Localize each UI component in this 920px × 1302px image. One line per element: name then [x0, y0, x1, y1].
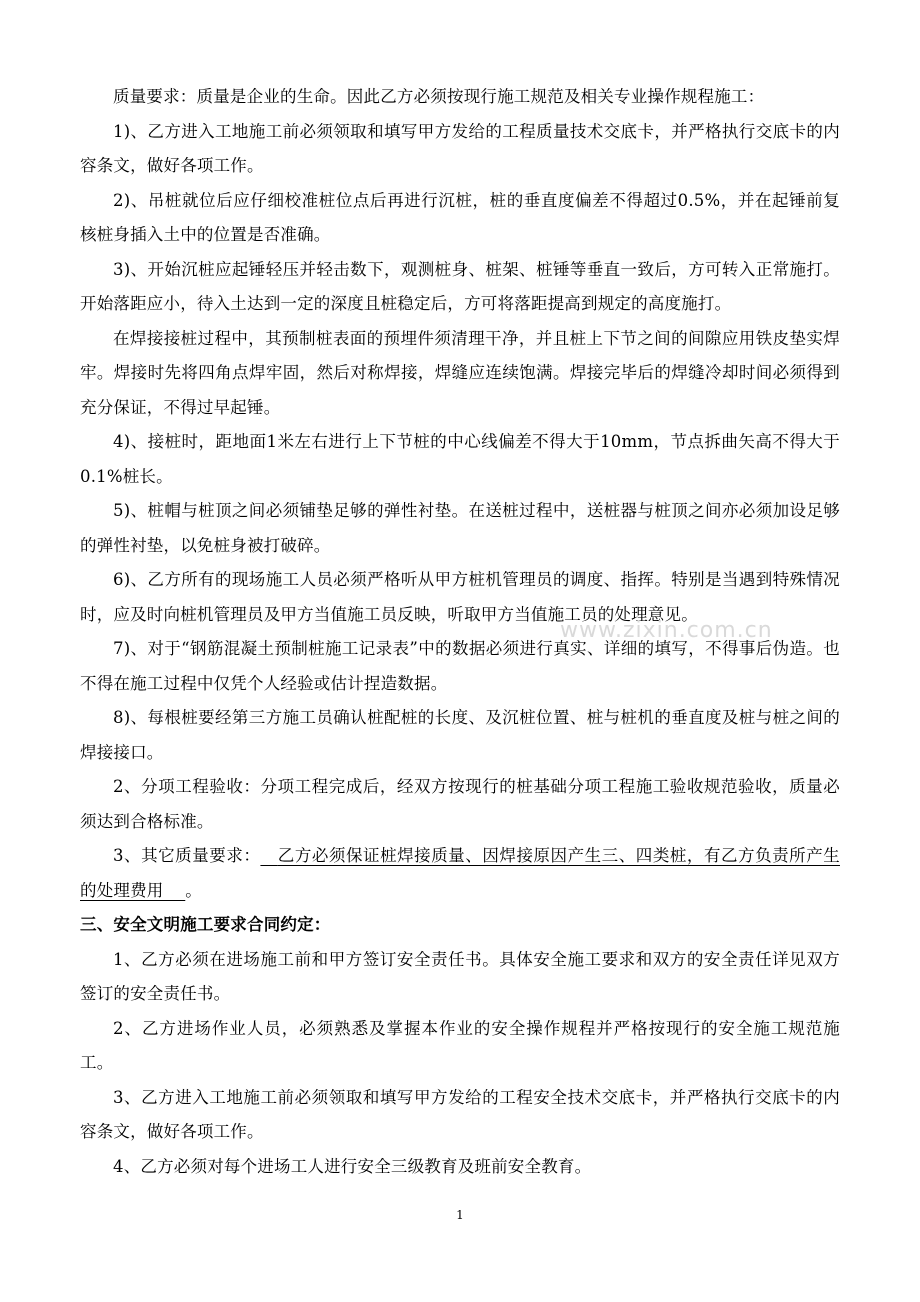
- section-heading-safety: 三、安全文明施工要求合同约定：: [80, 915, 331, 934]
- other-quality-end: 。: [185, 880, 202, 900]
- acceptance-paragraph: 2、分项工程验收：分项工程完成后，经双方按现行的桩基础分项工程施工验收规范验收，质量必须达到合格标准。: [80, 777, 840, 831]
- welding-paragraph: 在焊接接桩过程中，其预制桩表面的预埋件须清理干净，并且桩上下节之间的间隙应用铁皮垫实焊牢。焊接时先将四角点焊牢固，然后对称焊接，焊缝应连续饱满。焊接完毕后的焊缝冷却时间必须得到充分保证，不得过早起锤。: [80, 328, 840, 417]
- watermark: www.zixin.com.cn: [560, 618, 773, 643]
- quality-item-4: 4)、接桩时，距地面1米左右进行上下节桩的中心线偏差不得大于10mm，节点拆曲矢高不得大于0.1%桩长。: [80, 432, 840, 486]
- other-quality-paragraph: [80, 839, 840, 908]
- safety-item-1: 1、乙方必须在进场施工前和甲方签订安全责任书。具体安全施工要求和双方的安全责任详见双方签订的安全责任书。: [80, 949, 840, 1003]
- quality-item-7: 7)、对于“钢筋混凝土预制桩施工记录表”中的数据必须进行真实、详细的填写，不得事后伪造。也不得在施工过程中仅凭个人经验或估计捏造数据。: [80, 639, 840, 693]
- safety-item-4: 4、乙方必须对每个进场工人进行安全三级教育及班前安全教育。: [113, 1156, 592, 1176]
- quality-item-1: 1)、乙方进入工地施工前必须领取和填写甲方发给的工程质量技术交底卡，并严格执行交底卡的内容条文，做好各项工作。: [80, 121, 840, 175]
- quality-item-8: 8)、每根桩要经第三方施工员确认桩配桩的长度、及沉桩位置、桩与桩机的垂直度及桩与桩之间的焊接接口。: [80, 708, 840, 762]
- other-quality-underlined-text: 乙方必须保证桩焊接质量、因焊接原因产生三、四类桩，有乙方负责所产生的处理费用: [80, 846, 840, 900]
- safety-item-3: 3、乙方进入工地施工前必须领取和填写甲方发给的工程安全技术交底卡，并严格执行交底卡的内容条文，做好各项工作。: [80, 1087, 840, 1141]
- quality-item-2: 2)、吊桩就位后应仔细校准桩位点后再进行沉桩，桩的垂直度偏差不得超过0.5%，并在起锤前复核桩身插入土中的位置是否准确。: [80, 190, 840, 244]
- quality-intro: 质量要求：质量是企业的生命。因此乙方必须按现行施工规范及相关专业操作规程施工：: [113, 87, 765, 106]
- quality-item-5: 5)、桩帽与桩顶之间必须铺垫足够的弹性衬垫。在送桩过程中，送桩器与桩顶之间亦必须加设足够的弹性衬垫，以免桩身被打破碎。: [80, 501, 840, 555]
- quality-item-3: 3)、开始沉桩应起锤轻压并轻击数下，观测桩身、桩架、桩锤等垂直一致后，方可转入正常施打。开始落距应小，待入土达到一定的深度且桩稳定后，方可将落距提高到规定的高度施打。: [80, 259, 840, 313]
- quality-item-6: 6)、乙方所有的现场施工人员必须严格听从甲方桩机管理员的调度、指挥。特别是当遇到特殊情况时，应及时向桩机管理员及甲方当值施工员反映，听取甲方当值施工员的处理意见。: [80, 570, 840, 624]
- other-quality-label: 3、其它质量要求：: [113, 846, 261, 865]
- page-number: 1: [456, 1208, 464, 1222]
- safety-item-2: 2、乙方进场作业人员，必须熟悉及掌握本作业的安全操作规程并严格按现行的安全施工规范施工。: [80, 1018, 840, 1072]
